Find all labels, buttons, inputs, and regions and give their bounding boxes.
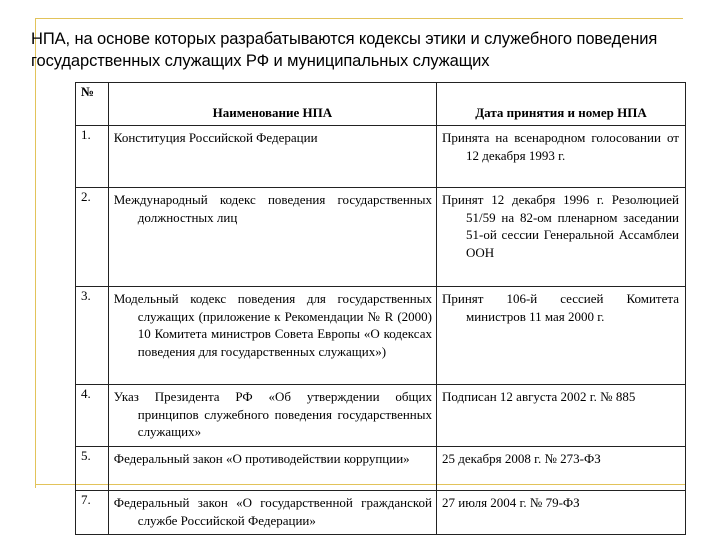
decorative-line-left: [35, 18, 36, 488]
row-num: 7.: [76, 491, 109, 535]
row-num: 1.: [76, 126, 109, 188]
row-date-cell: [436, 287, 685, 385]
table-row: [76, 287, 686, 385]
row-date-cell: [436, 188, 685, 287]
row-date: Принят 12 декабря 1996 г. Резолюцией 51/59 на 82-ом пленарном заседании 51-ой сессии Генеральной Ассамблеи ООН: [441, 192, 679, 260]
row-name-cell: [108, 385, 436, 447]
table-row: [76, 447, 686, 491]
header-num: №: [76, 83, 109, 126]
row-date: 25 декабря 2008 г. № 273-ФЗ: [441, 451, 601, 466]
row-name-cell: [108, 447, 436, 491]
row-date: Принят 106-й сессией Комитета министров 11 мая 2000 г.: [441, 291, 679, 324]
row-name: Федеральный закон «О государственной гражданской службе Российской Федерации»: [113, 495, 432, 528]
row-name: Модельный кодекс поведения для государственных служащих (приложение к Рекомендации № R (2000) 10 Комитета министров Совета Европы «О кодексах поведения для государственных служащих»): [113, 291, 432, 359]
table-row: [76, 385, 686, 447]
table-header-row: [76, 83, 686, 126]
header-name-label: Наименование НПА: [212, 105, 333, 120]
row-num: 3.: [76, 287, 109, 385]
table-row: [76, 126, 686, 188]
row-name: Конституция Российской Федерации: [113, 130, 318, 145]
row-num: 2.: [76, 188, 109, 287]
row-date: Принята на всенародном голосовании от 12 декабря 1993 г.: [441, 130, 679, 163]
table-row: [76, 188, 686, 287]
row-date-cell: [436, 126, 685, 188]
npa-table: [75, 82, 686, 535]
row-name: Международный кодекс поведения государственных должностных лиц: [113, 192, 432, 225]
row-name: Федеральный закон «О противодействии коррупции»: [113, 451, 410, 466]
row-num: 5.: [76, 447, 109, 491]
row-date: 27 июля 2004 г. № 79-ФЗ: [441, 495, 580, 510]
decorative-line-top: [35, 18, 683, 19]
header-date-label: Дата принятия и номер НПА: [475, 105, 647, 120]
row-num: 4.: [76, 385, 109, 447]
slide-title: НПА, на основе которых разрабатываются кодексы этики и служебного поведения государственных служащих РФ и муниципальных служащих: [31, 30, 658, 70]
row-name-cell: [108, 287, 436, 385]
row-date-cell: [436, 447, 685, 491]
row-name: Указ Президента РФ «Об утверждении общих принципов служебного поведения государственных служащих»: [113, 389, 432, 439]
table-row: [76, 491, 686, 535]
row-date-cell: [436, 491, 685, 535]
header-date: [436, 83, 685, 126]
row-date-cell: [436, 385, 685, 447]
row-name-cell: [108, 491, 436, 535]
row-date: Подписан 12 августа 2002 г. № 885: [441, 389, 636, 404]
row-name-cell: [108, 126, 436, 188]
header-name: [108, 83, 436, 126]
row-name-cell: [108, 188, 436, 287]
